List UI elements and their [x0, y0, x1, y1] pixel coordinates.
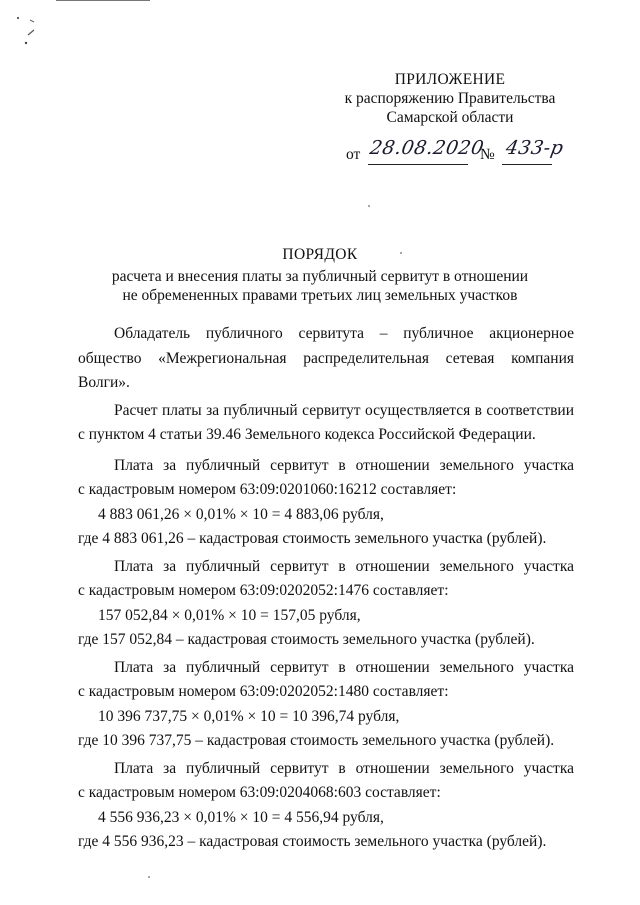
- date-underline: [368, 164, 468, 165]
- holder-line-1: Обладатель публичного сервитута – публичное акционерное: [114, 325, 574, 342]
- plot-line-2: с кадастровым номером 63:09:0204068:603 составляет:: [78, 784, 441, 801]
- heading-title: ПОРЯДОК: [282, 246, 358, 263]
- plot-line-1: Плата за публичный сервитут в отношении земельного участка: [114, 658, 574, 676]
- plot-line-1: Плата за публичный сервитут в отношении земельного участка: [114, 456, 574, 474]
- scan-edge-line: [56, 0, 150, 1]
- plot-paragraph-3: [78, 656, 574, 754]
- payment-formula: 157 052,84 × 0,01% × 10 = 157,05 рубля,: [98, 606, 361, 624]
- payment-formula: 4 883 061,26 × 0,01% × 10 = 4 883,06 рубля,: [98, 505, 384, 523]
- appendix-block: [318, 70, 582, 127]
- scan-speck: [148, 876, 150, 878]
- from-label: от: [346, 146, 361, 163]
- basis-paragraph: [78, 399, 574, 448]
- heading-line-2: не обремененных правами третьих лиц земельных участков: [122, 287, 518, 304]
- cadastral-value-note: где 4 556 936,23 – кадастровая стоимость земельного участка (рублей).: [78, 833, 547, 850]
- cadastral-value-note: где 4 883 061,26 – кадастровая стоимость земельного участка (рублей).: [78, 530, 547, 547]
- plot-line-1: Плата за публичный сервитут в отношении земельного участка: [114, 557, 574, 575]
- date-number-line: [346, 138, 586, 168]
- plot-line-2: с кадастровым номером 63:09:0201060:16212 составляет:: [78, 481, 457, 498]
- plot-line-2: с кадастровым номером 63:09:0202052:1476 составляет:: [78, 582, 449, 599]
- document-heading: [80, 245, 560, 305]
- handwritten-date: 28.08.2020: [368, 137, 486, 159]
- plot-line-1: Плата за публичный сервитут в отношении земельного участка: [114, 759, 574, 777]
- scan-speck: [368, 205, 370, 207]
- basis-line-2: с пунктом 4 статьи 39.46 Земельного кодекса Российской Федерации.: [78, 426, 536, 443]
- plot-paragraph-4: [78, 757, 574, 855]
- basis-line-1: Расчет платы за публичный сервитут осуществляется в соответствии: [114, 401, 574, 419]
- scan-marks-icon: [12, 10, 42, 50]
- number-label: №: [480, 146, 495, 163]
- holder-paragraph: [78, 322, 574, 396]
- cadastral-value-note: где 157 052,84 – кадастровая стоимость земельного участка (рублей).: [78, 631, 535, 648]
- payment-formula: 4 556 936,23 × 0,01% × 10 = 4 556,94 рубля,: [98, 808, 384, 826]
- handwritten-number: 433-р: [504, 137, 566, 159]
- cadastral-value-note: где 10 396 737,75 – кадастровая стоимость земельного участка (рублей).: [78, 732, 555, 749]
- appendix-title: ПРИЛОЖЕНИЕ: [394, 71, 506, 88]
- document-body: [78, 322, 574, 855]
- plot-line-2: с кадастровым номером 63:09:0202052:1480 составляет:: [78, 683, 449, 700]
- holder-line-2: общество «Межрегиональная распределительная сетевая компания Волги».: [78, 349, 574, 391]
- plot-paragraph-2: [78, 555, 574, 653]
- appendix-line-2: Самарской области: [386, 109, 514, 126]
- heading-line-1: расчета и внесения платы за публичный сервитут в отношении: [111, 268, 529, 285]
- plot-paragraph-1: [78, 454, 574, 552]
- appendix-line-1: к распоряжению Правительства: [344, 90, 556, 107]
- number-underline: [502, 164, 552, 165]
- payment-formula: 10 396 737,75 × 0,01% × 10 = 10 396,74 рубля,: [98, 707, 400, 725]
